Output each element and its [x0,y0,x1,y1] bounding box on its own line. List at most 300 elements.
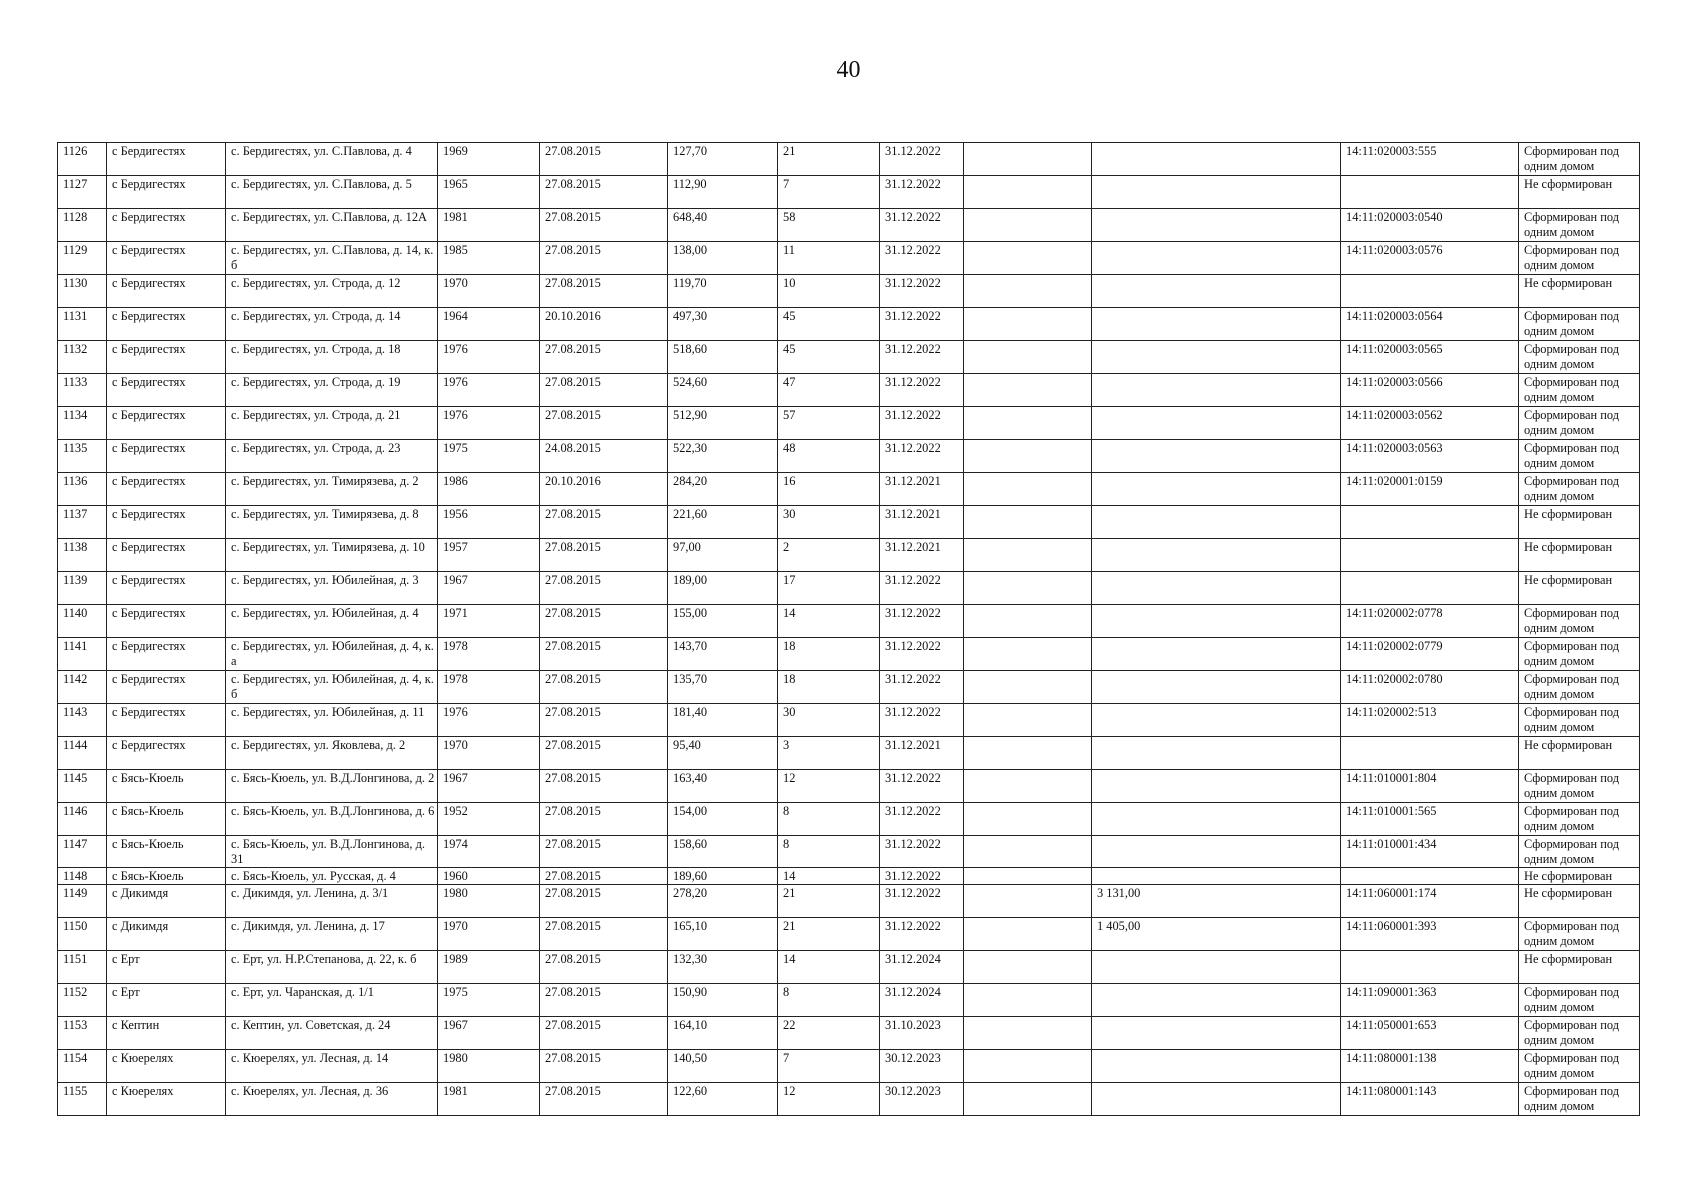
cell-residents: 8 [778,984,880,1017]
cell-amount [1092,209,1341,242]
cell-amount [1092,242,1341,275]
cell-address: с. Бердигестях, ул. Яковлева, д. 2 [226,737,438,770]
cell-deadline: 31.12.2022 [880,868,964,885]
cell-deadline: 31.12.2022 [880,341,964,374]
cell-area: 112,90 [668,176,778,209]
cell-year-built: 1967 [438,1017,540,1050]
cell-amount [1092,275,1341,308]
cell-row-number: 1128 [58,209,107,242]
cell-residents: 45 [778,308,880,341]
table-row [58,209,1640,242]
table-row [58,770,1640,803]
cell-land-status: Сформирован под одним домом [1519,407,1640,440]
cell-deadline: 31.12.2022 [880,407,964,440]
cell-amount [1092,572,1341,605]
cell-area: 189,60 [668,868,778,885]
cell-residents: 11 [778,242,880,275]
cell-settlement: с Бердигестях [107,704,226,737]
table-row [58,704,1640,737]
cell-amount [1092,984,1341,1017]
cell-date: 20.10.2016 [540,308,668,341]
cell-cadastral-number [1341,572,1519,605]
cell-residents: 7 [778,176,880,209]
cell-row-number: 1133 [58,374,107,407]
cell-empty [964,341,1092,374]
cell-settlement: с Бердигестях [107,374,226,407]
cell-settlement: с Бердигестях [107,341,226,374]
cell-residents: 17 [778,572,880,605]
table-row [58,671,1640,704]
cell-year-built: 1978 [438,671,540,704]
cell-residents: 18 [778,638,880,671]
cell-residents: 8 [778,836,880,868]
cell-address: с. Бердигестях, ул. С.Павлова, д. 5 [226,176,438,209]
cell-amount [1092,1083,1341,1116]
cell-deadline: 31.12.2022 [880,704,964,737]
cell-deadline: 31.12.2022 [880,836,964,868]
cell-settlement: с Бердигестях [107,209,226,242]
cell-cadastral-number: 14:11:020003:0565 [1341,341,1519,374]
cell-address: с. Кептин, ул. Советская, д. 24 [226,1017,438,1050]
cell-date: 27.08.2015 [540,374,668,407]
cell-deadline: 31.12.2021 [880,506,964,539]
cell-area: 181,40 [668,704,778,737]
cell-residents: 21 [778,918,880,951]
cell-residents: 30 [778,704,880,737]
cell-settlement: с Бердигестях [107,605,226,638]
cell-address: с. Бердигестях, ул. Строда, д. 19 [226,374,438,407]
cell-empty [964,885,1092,918]
table-row [58,984,1640,1017]
cell-row-number: 1141 [58,638,107,671]
cell-land-status: Сформирован под одним домом [1519,341,1640,374]
cell-empty [964,671,1092,704]
cell-address: с. Ерт, ул. Чаранская, д. 1/1 [226,984,438,1017]
cell-row-number: 1152 [58,984,107,1017]
cell-cadastral-number: 14:11:020002:513 [1341,704,1519,737]
cell-empty [964,539,1092,572]
cell-amount [1092,605,1341,638]
cell-address: с. Бердигестях, ул. Тимирязева, д. 8 [226,506,438,539]
cell-cadastral-number [1341,868,1519,885]
cell-empty [964,737,1092,770]
cell-area: 164,10 [668,1017,778,1050]
cell-year-built: 1976 [438,374,540,407]
cell-year-built: 1967 [438,572,540,605]
cell-year-built: 1976 [438,407,540,440]
cell-residents: 7 [778,1050,880,1083]
cell-land-status: Не сформирован [1519,176,1640,209]
cell-cadastral-number: 14:11:020003:0563 [1341,440,1519,473]
cell-deadline: 31.12.2021 [880,473,964,506]
cell-land-status: Сформирован под одним домом [1519,242,1640,275]
cell-cadastral-number: 14:11:020003:0540 [1341,209,1519,242]
cell-empty [964,638,1092,671]
cell-address: с. Бердигестях, ул. Юбилейная, д. 11 [226,704,438,737]
cell-year-built: 1976 [438,341,540,374]
cell-cadastral-number: 14:11:090001:363 [1341,984,1519,1017]
cell-settlement: с Бердигестях [107,440,226,473]
cell-date: 27.08.2015 [540,176,668,209]
cell-row-number: 1149 [58,885,107,918]
table-row [58,308,1640,341]
cell-year-built: 1969 [438,143,540,176]
cell-amount [1092,836,1341,868]
table-row [58,374,1640,407]
cell-row-number: 1151 [58,951,107,984]
cell-year-built: 1981 [438,209,540,242]
cell-amount: 3 131,00 [1092,885,1341,918]
cell-empty [964,572,1092,605]
cell-cadastral-number [1341,176,1519,209]
cell-cadastral-number [1341,737,1519,770]
cell-year-built: 1989 [438,951,540,984]
cell-empty [964,803,1092,836]
cell-area: 140,50 [668,1050,778,1083]
cell-row-number: 1148 [58,868,107,885]
cell-area: 497,30 [668,308,778,341]
cell-address: с. Бердигестях, ул. Юбилейная, д. 4 [226,605,438,638]
cell-address: с. Бясь-Кюель, ул. В.Д.Лонгинова, д. 2 [226,770,438,803]
table-row [58,242,1640,275]
cell-amount [1092,440,1341,473]
cell-residents: 58 [778,209,880,242]
cell-row-number: 1154 [58,1050,107,1083]
cell-land-status: Сформирован под одним домом [1519,671,1640,704]
cell-row-number: 1131 [58,308,107,341]
cell-residents: 47 [778,374,880,407]
cell-area: 122,60 [668,1083,778,1116]
cell-cadastral-number: 14:11:050001:653 [1341,1017,1519,1050]
cell-year-built: 1970 [438,737,540,770]
cell-deadline: 31.12.2021 [880,737,964,770]
cell-address: с. Дикимдя, ул. Ленина, д. 3/1 [226,885,438,918]
cell-empty [964,1050,1092,1083]
cell-deadline: 31.12.2024 [880,984,964,1017]
cell-empty [964,275,1092,308]
cell-area: 119,70 [668,275,778,308]
cell-deadline: 30.12.2023 [880,1050,964,1083]
cell-amount [1092,1017,1341,1050]
cell-date: 27.08.2015 [540,836,668,868]
cell-year-built: 1978 [438,638,540,671]
cell-cadastral-number: 14:11:020002:0779 [1341,638,1519,671]
cell-empty [964,407,1092,440]
cell-row-number: 1143 [58,704,107,737]
cell-row-number: 1136 [58,473,107,506]
cell-date: 20.10.2016 [540,473,668,506]
cell-deadline: 31.12.2022 [880,275,964,308]
cell-area: 278,20 [668,885,778,918]
table-row [58,341,1640,374]
cell-date: 27.08.2015 [540,803,668,836]
cell-land-status: Сформирован под одним домом [1519,440,1640,473]
cell-land-status: Сформирован под одним домом [1519,803,1640,836]
cell-row-number: 1129 [58,242,107,275]
cell-cadastral-number: 14:11:020003:555 [1341,143,1519,176]
cell-address: с. Бердигестях, ул. Строда, д. 18 [226,341,438,374]
cell-row-number: 1155 [58,1083,107,1116]
cell-row-number: 1144 [58,737,107,770]
table-row [58,275,1640,308]
cell-year-built: 1964 [438,308,540,341]
cell-land-status: Сформирован под одним домом [1519,984,1640,1017]
cell-address: с. Дикимдя, ул. Ленина, д. 17 [226,918,438,951]
table-row [58,506,1640,539]
cell-date: 27.08.2015 [540,868,668,885]
cell-address: с. Бясь-Кюель, ул. Русская, д. 4 [226,868,438,885]
cell-date: 27.08.2015 [540,143,668,176]
cell-land-status: Сформирован под одним домом [1519,770,1640,803]
cell-deadline: 31.12.2022 [880,770,964,803]
cell-amount [1092,176,1341,209]
page-number: 40 [836,57,861,83]
cell-date: 27.08.2015 [540,572,668,605]
cell-cadastral-number: 14:11:020002:0778 [1341,605,1519,638]
cell-deadline: 31.12.2022 [880,242,964,275]
cell-date: 27.08.2015 [540,539,668,572]
cell-land-status: Сформирован под одним домом [1519,1017,1640,1050]
cell-empty [964,506,1092,539]
cell-row-number: 1146 [58,803,107,836]
cell-amount [1092,1050,1341,1083]
table-row [58,918,1640,951]
cell-land-status: Не сформирован [1519,275,1640,308]
cell-amount [1092,308,1341,341]
cell-area: 154,00 [668,803,778,836]
cell-date: 27.08.2015 [540,1083,668,1116]
cell-row-number: 1140 [58,605,107,638]
cell-empty [964,951,1092,984]
cell-residents: 22 [778,1017,880,1050]
cell-row-number: 1130 [58,275,107,308]
cell-cadastral-number: 14:11:020003:0564 [1341,308,1519,341]
cell-land-status: Сформирован под одним домом [1519,836,1640,868]
cell-settlement: с Кюерелях [107,1050,226,1083]
cell-address: с. Бердигестях, ул. С.Павлова, д. 14, к. б [226,242,438,275]
cell-empty [964,1017,1092,1050]
cell-year-built: 1976 [438,704,540,737]
cell-address: с. Бердигестях, ул. Строда, д. 14 [226,308,438,341]
cell-area: 155,00 [668,605,778,638]
table-row [58,539,1640,572]
cell-amount [1092,506,1341,539]
cell-area: 158,60 [668,836,778,868]
cell-residents: 10 [778,275,880,308]
cell-residents: 57 [778,407,880,440]
table-row [58,1017,1640,1050]
cell-year-built: 1974 [438,836,540,868]
cell-row-number: 1147 [58,836,107,868]
cell-residents: 18 [778,671,880,704]
cell-residents: 21 [778,885,880,918]
table-row [58,572,1640,605]
cell-address: с. Бердигестях, ул. С.Павлова, д. 4 [226,143,438,176]
cell-cadastral-number: 14:11:060001:174 [1341,885,1519,918]
cell-cadastral-number: 14:11:010001:565 [1341,803,1519,836]
cell-land-status: Сформирован под одним домом [1519,308,1640,341]
cell-address: с. Бясь-Кюель, ул. В.Д.Лонгинова, д. 31 [226,836,438,868]
cell-land-status: Сформирован под одним домом [1519,1083,1640,1116]
table-row [58,176,1640,209]
cell-residents: 30 [778,506,880,539]
cell-date: 27.08.2015 [540,984,668,1017]
cell-address: с. Бердигестях, ул. Юбилейная, д. 4, к. б [226,671,438,704]
cell-amount [1092,374,1341,407]
cell-deadline: 31.12.2024 [880,951,964,984]
cell-address: с. Бердигестях, ул. Тимирязева, д. 2 [226,473,438,506]
cell-area: 648,40 [668,209,778,242]
cell-settlement: с Бердигестях [107,275,226,308]
cell-amount [1092,341,1341,374]
cell-area: 138,00 [668,242,778,275]
cell-settlement: с Кептин [107,1017,226,1050]
cell-area: 127,70 [668,143,778,176]
cell-amount [1092,671,1341,704]
table-row [58,1083,1640,1116]
cell-year-built: 1967 [438,770,540,803]
cell-date: 27.08.2015 [540,275,668,308]
table-row [58,737,1640,770]
cell-year-built: 1965 [438,176,540,209]
cell-year-built: 1956 [438,506,540,539]
cell-row-number: 1126 [58,143,107,176]
cell-date: 27.08.2015 [540,638,668,671]
cell-date: 27.08.2015 [540,605,668,638]
cell-deadline: 30.12.2023 [880,1083,964,1116]
cell-cadastral-number: 14:11:010001:804 [1341,770,1519,803]
cell-residents: 21 [778,143,880,176]
cell-settlement: с Бясь-Кюель [107,803,226,836]
cell-address: с. Бердигестях, ул. Строда, д. 12 [226,275,438,308]
cell-date: 27.08.2015 [540,1017,668,1050]
cell-settlement: с Ерт [107,984,226,1017]
cell-land-status: Сформирован под одним домом [1519,143,1640,176]
table-row [58,605,1640,638]
cell-area: 522,30 [668,440,778,473]
cell-amount [1092,143,1341,176]
cell-address: с. Бердигестях, ул. Юбилейная, д. 4, к. а [226,638,438,671]
cell-date: 27.08.2015 [540,1050,668,1083]
cell-deadline: 31.12.2022 [880,671,964,704]
cell-year-built: 1980 [438,885,540,918]
cell-deadline: 31.12.2022 [880,176,964,209]
table-row [58,143,1640,176]
cell-settlement: с Бясь-Кюель [107,868,226,885]
cell-residents: 14 [778,868,880,885]
cell-cadastral-number: 14:11:020003:0562 [1341,407,1519,440]
cell-settlement: с Дикимдя [107,918,226,951]
cell-address: с. Бердигестях, ул. Строда, д. 23 [226,440,438,473]
cell-settlement: с Бердигестях [107,671,226,704]
cell-row-number: 1142 [58,671,107,704]
cell-empty [964,605,1092,638]
cell-year-built: 1975 [438,440,540,473]
cell-cadastral-number: 14:11:020003:0566 [1341,374,1519,407]
cell-deadline: 31.12.2022 [880,803,964,836]
cell-address: с. Ерт, ул. Н.Р.Степанова, д. 22, к. б [226,951,438,984]
cell-row-number: 1134 [58,407,107,440]
cell-area: 163,40 [668,770,778,803]
cell-year-built: 1970 [438,918,540,951]
cell-amount [1092,407,1341,440]
cell-land-status: Не сформирован [1519,868,1640,885]
cell-deadline: 31.12.2022 [880,638,964,671]
table-row [58,440,1640,473]
cell-empty [964,868,1092,885]
cell-year-built: 1981 [438,1083,540,1116]
cell-land-status: Сформирован под одним домом [1519,918,1640,951]
cell-settlement: с Бясь-Кюель [107,770,226,803]
cell-deadline: 31.12.2022 [880,918,964,951]
cell-land-status: Сформирован под одним домом [1519,209,1640,242]
cell-area: 95,40 [668,737,778,770]
table-row [58,803,1640,836]
cell-amount [1092,473,1341,506]
table-row [58,473,1640,506]
cell-settlement: с Бердигестях [107,572,226,605]
cell-date: 27.08.2015 [540,341,668,374]
cell-area: 524,60 [668,374,778,407]
cell-row-number: 1135 [58,440,107,473]
cell-deadline: 31.12.2022 [880,374,964,407]
cell-area: 512,90 [668,407,778,440]
cell-area: 143,70 [668,638,778,671]
cell-land-status: Сформирован под одним домом [1519,638,1640,671]
cell-amount [1092,737,1341,770]
cell-settlement: с Бердигестях [107,638,226,671]
cell-residents: 12 [778,1083,880,1116]
cell-amount [1092,770,1341,803]
cell-area: 135,70 [668,671,778,704]
cell-cadastral-number: 14:11:080001:138 [1341,1050,1519,1083]
cell-residents: 16 [778,473,880,506]
cell-date: 27.08.2015 [540,737,668,770]
cell-deadline: 31.12.2022 [880,605,964,638]
cell-address: с. Кюерелях, ул. Лесная, д. 14 [226,1050,438,1083]
cell-settlement: с Бердигестях [107,176,226,209]
cell-land-status: Сформирован под одним домом [1519,374,1640,407]
cell-amount [1092,951,1341,984]
cell-land-status: Сформирован под одним домом [1519,1050,1640,1083]
cell-deadline: 31.10.2023 [880,1017,964,1050]
cell-deadline: 31.12.2022 [880,885,964,918]
cell-row-number: 1139 [58,572,107,605]
cell-empty [964,209,1092,242]
housing-registry-table [57,142,1640,1116]
cell-deadline: 31.12.2022 [880,572,964,605]
cell-row-number: 1127 [58,176,107,209]
cell-cadastral-number: 14:11:020002:0780 [1341,671,1519,704]
cell-row-number: 1150 [58,918,107,951]
cell-empty [964,704,1092,737]
cell-deadline: 31.12.2021 [880,539,964,572]
cell-empty [964,440,1092,473]
cell-residents: 14 [778,951,880,984]
cell-empty [964,918,1092,951]
cell-land-status: Не сформирован [1519,572,1640,605]
cell-address: с. Бясь-Кюель, ул. В.Д.Лонгинова, д. 6 [226,803,438,836]
cell-deadline: 31.12.2022 [880,440,964,473]
cell-settlement: с Бердигестях [107,506,226,539]
cell-address: с. Бердигестях, ул. С.Павлова, д. 12А [226,209,438,242]
cell-deadline: 31.12.2022 [880,143,964,176]
cell-year-built: 1986 [438,473,540,506]
cell-empty [964,242,1092,275]
cell-cadastral-number [1341,539,1519,572]
cell-land-status: Сформирован под одним домом [1519,605,1640,638]
cell-year-built: 1960 [438,868,540,885]
